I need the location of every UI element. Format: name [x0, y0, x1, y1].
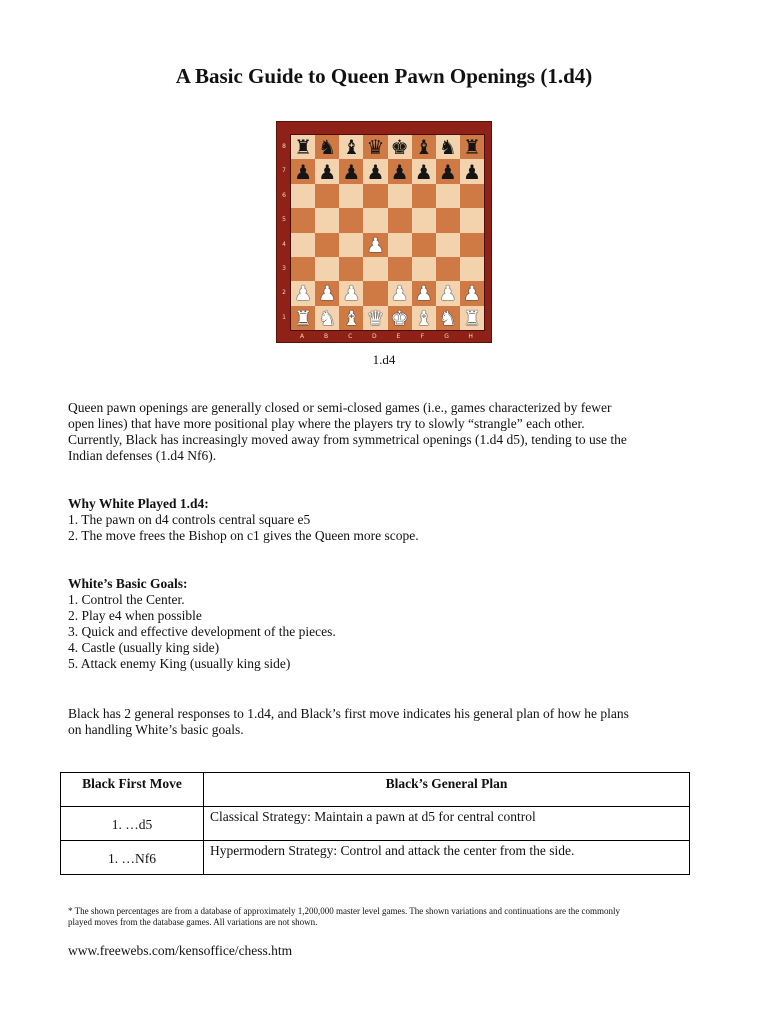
- rank-label: 2: [282, 289, 286, 297]
- file-label: E: [396, 333, 401, 340]
- black-intro-line: Black has 2 general responses to 1.d4, and Black’s first move indicates his general plan of how he plans: [68, 706, 629, 721]
- white-goals-heading: White’s Basic Goals:: [68, 576, 188, 591]
- board-square: [315, 233, 339, 257]
- white-bishop-icon: ♝: [414, 305, 433, 330]
- white-pawn-icon: ♟: [390, 281, 409, 306]
- board-square: [412, 184, 436, 208]
- board-square: [339, 184, 363, 208]
- board-square: [436, 233, 460, 257]
- why-white-heading: Why White Played 1.d4:: [68, 496, 209, 511]
- white-pawn-icon: ♟: [414, 281, 433, 306]
- black-pawn-icon: ♟: [342, 159, 361, 184]
- white-goals-item: 2. Play e4 when possible: [68, 608, 202, 623]
- black-intro-line: on handling White’s basic goals.: [68, 722, 244, 737]
- board-square: [436, 281, 460, 305]
- black-pawn-icon: ♟: [318, 159, 337, 184]
- white-pawn-icon: ♟: [366, 232, 385, 257]
- board-square: [339, 306, 363, 330]
- board-square: [291, 257, 315, 281]
- black-knight-icon: ♞: [318, 135, 337, 160]
- board-square: [388, 159, 412, 183]
- board-square: [436, 184, 460, 208]
- board-square: [291, 306, 315, 330]
- board-square: [315, 159, 339, 183]
- board-square: [436, 135, 460, 159]
- file-label: B: [324, 333, 329, 340]
- board-square: [291, 159, 315, 183]
- chessboard-diagram: [276, 121, 492, 343]
- black-pawn-icon: ♟: [390, 159, 409, 184]
- black-pawn-icon: ♟: [414, 159, 433, 184]
- board-square: [412, 208, 436, 232]
- black-bishop-icon: ♝: [342, 135, 361, 160]
- board-square: [291, 184, 315, 208]
- black-knight-icon: ♞: [438, 135, 457, 160]
- board-square: [315, 306, 339, 330]
- black-rook-icon: ♜: [294, 135, 313, 160]
- rank-label: 5: [282, 216, 286, 224]
- file-label: C: [348, 333, 353, 340]
- white-bishop-icon: ♝: [342, 305, 361, 330]
- black-queen-icon: ♛: [366, 135, 385, 160]
- board-square: [339, 233, 363, 257]
- file-label: F: [420, 333, 425, 340]
- board-square: [460, 281, 484, 305]
- page-title: A Basic Guide to Queen Pawn Openings (1.d4): [175, 64, 593, 88]
- black-bishop-icon: ♝: [414, 135, 433, 160]
- board-square: [388, 135, 412, 159]
- board-square: [363, 135, 387, 159]
- white-goals-section: [68, 576, 708, 672]
- black-pawn-icon: ♟: [294, 159, 313, 184]
- board-square: [460, 135, 484, 159]
- board-square: [339, 135, 363, 159]
- board-square: [315, 281, 339, 305]
- board-square: [412, 281, 436, 305]
- board-square: [436, 257, 460, 281]
- table-row: [61, 841, 690, 875]
- white-rook-icon: ♜: [462, 305, 481, 330]
- table-row: [61, 807, 690, 841]
- why-white-section: [68, 496, 708, 544]
- board-square: [291, 135, 315, 159]
- board-square: [363, 257, 387, 281]
- board-square: [412, 233, 436, 257]
- move-cell: 1. …Nf6: [61, 841, 204, 875]
- rank-label: 1: [282, 313, 286, 321]
- board-square: [363, 208, 387, 232]
- board-square: [460, 208, 484, 232]
- board-square: [436, 159, 460, 183]
- board-square: [460, 184, 484, 208]
- board-square: [412, 306, 436, 330]
- black-king-icon: ♚: [390, 135, 409, 160]
- header-black-general-plan: Black’s General Plan: [204, 773, 690, 807]
- rank-label: 7: [282, 167, 286, 175]
- board-square: [388, 184, 412, 208]
- white-queen-icon: ♛: [366, 305, 385, 330]
- board-square: [291, 233, 315, 257]
- white-pawn-icon: ♟: [438, 281, 457, 306]
- board-square: [412, 257, 436, 281]
- intro-line: Currently, Black has increasingly moved away from symmetrical openings (1.d4 d5), tending to use the: [68, 432, 627, 447]
- board-square: [339, 159, 363, 183]
- board-square: [388, 281, 412, 305]
- file-label: H: [468, 333, 473, 340]
- board-square: [291, 281, 315, 305]
- black-rook-icon: ♜: [462, 135, 481, 160]
- black-responses-paragraph: [68, 706, 708, 738]
- board-square: [339, 281, 363, 305]
- plan-cell: Classical Strategy: Maintain a pawn at d5 for central control: [204, 807, 690, 841]
- black-plan-table: [60, 772, 690, 875]
- board-square: [436, 306, 460, 330]
- board-square: [315, 257, 339, 281]
- board-square: [315, 208, 339, 232]
- white-knight-icon: ♞: [438, 305, 457, 330]
- white-goals-item: 1. Control the Center.: [68, 592, 185, 607]
- header-black-first-move: Black First Move: [61, 773, 204, 807]
- move-cell: 1. …d5: [61, 807, 204, 841]
- white-goals-item: 5. Attack enemy King (usually king side): [68, 656, 291, 671]
- board-square: [363, 306, 387, 330]
- white-king-icon: ♚: [390, 305, 409, 330]
- plan-cell: Hypermodern Strategy: Control and attack the center from the side.: [204, 841, 690, 875]
- intro-line: open lines) that have more positional play where the players try to slowly “strangle” each other.: [68, 416, 585, 431]
- board-square: [291, 208, 315, 232]
- board-square: [412, 135, 436, 159]
- white-knight-icon: ♞: [318, 305, 337, 330]
- white-pawn-icon: ♟: [462, 281, 481, 306]
- rank-label: 8: [282, 143, 286, 150]
- table-header-row: [61, 773, 690, 807]
- file-label: D: [371, 333, 377, 340]
- chessboard-grid: [290, 134, 485, 331]
- board-square: [363, 184, 387, 208]
- board-square: [388, 306, 412, 330]
- file-label: G: [444, 333, 449, 340]
- source-url-link[interactable]: www.freewebs.com/kensoffice/chess.htm: [68, 943, 293, 958]
- board-square: [460, 257, 484, 281]
- board-square: [388, 233, 412, 257]
- white-pawn-icon: ♟: [318, 281, 337, 306]
- board-square: [388, 257, 412, 281]
- white-goals-item: 4. Castle (usually king side): [68, 640, 220, 655]
- white-goals-item: 3. Quick and effective development of the pieces.: [68, 624, 336, 639]
- board-square: [363, 233, 387, 257]
- board-square: [460, 306, 484, 330]
- intro-line: Queen pawn openings are generally closed or semi-closed games (i.e., games characterized by fewer: [68, 400, 612, 415]
- black-pawn-icon: ♟: [438, 159, 457, 184]
- board-square: [315, 135, 339, 159]
- footnote-line: played moves from the database games. All variations are not shown.: [68, 917, 318, 927]
- board-square: [339, 257, 363, 281]
- black-pawn-icon: ♟: [462, 159, 481, 184]
- board-square: [436, 208, 460, 232]
- board-square: [460, 159, 484, 183]
- board-square: [339, 208, 363, 232]
- black-pawn-icon: ♟: [366, 159, 385, 184]
- why-white-item: 2. The move frees the Bishop on c1 gives the Queen more scope.: [68, 528, 419, 543]
- board-square: [412, 159, 436, 183]
- intro-line: Indian defenses (1.d4 Nf6).: [68, 448, 217, 463]
- rank-label: 4: [282, 240, 286, 248]
- board-square: [388, 208, 412, 232]
- rank-label: 3: [282, 265, 286, 272]
- why-white-item: 1. The pawn on d4 controls central square e5: [68, 512, 311, 527]
- file-label: A: [299, 333, 305, 340]
- board-square: [460, 233, 484, 257]
- board-square: [363, 159, 387, 183]
- footnote: [68, 906, 708, 928]
- intro-paragraph: [68, 400, 708, 464]
- footnote-line: * The shown percentages are from a database of approximately 1,200,000 master level games. The shown variations and continuations are the commonly: [68, 906, 621, 916]
- board-caption: 1.d4: [372, 352, 396, 367]
- white-rook-icon: ♜: [294, 305, 313, 330]
- white-pawn-icon: ♟: [342, 281, 361, 306]
- rank-label: 6: [282, 191, 286, 199]
- white-pawn-icon: ♟: [294, 281, 313, 306]
- board-square: [315, 184, 339, 208]
- board-square: [363, 281, 387, 305]
